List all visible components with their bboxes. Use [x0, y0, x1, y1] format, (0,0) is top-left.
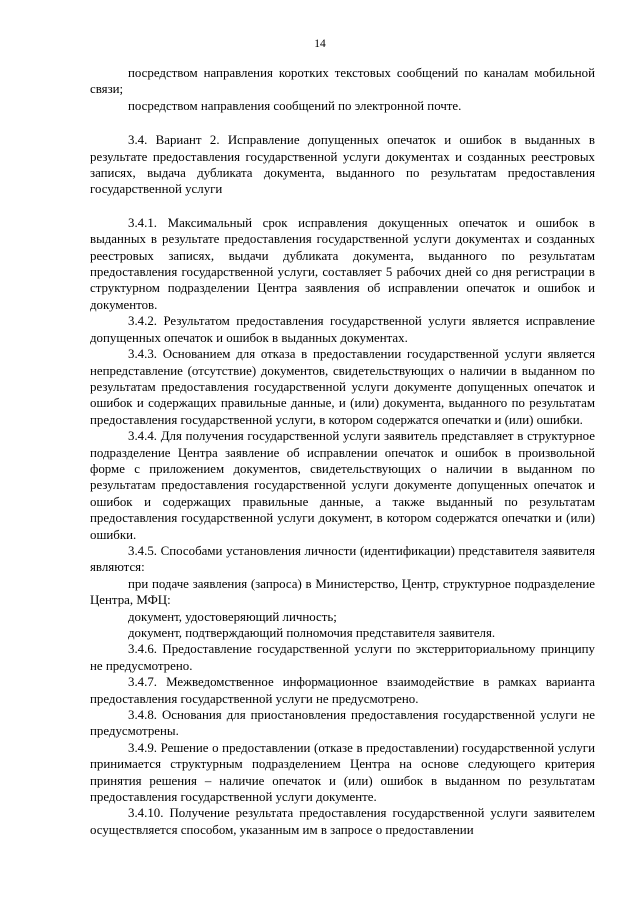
page-number: 14 — [314, 38, 326, 50]
paragraph-authority-document: документ, подтверждающий полномочия представителя заявителя. — [128, 626, 496, 640]
paragraph-3-4-10: 3.4.10. Получение результата предоставления государственной услуги заявителем осуществляется способом, указанным им в запросе о предоставлении — [90, 806, 595, 837]
section-heading-3-4: 3.4. Вариант 2. Исправление допущенных опечаток и ошибок в выданных в результате предоставления государственной услуги документах и созданных реестровых записях, выдача дубликата документа, выданного по результатам предоставления государственной услуги — [90, 133, 595, 197]
paragraph-3-4-9: 3.4.9. Решение о предоставлении (отказе в предоставлении) государственной услуги принимается структурным подразделением Центра на основе следующего критерия принятия решения – наличие опечаток и (или) ошибок в выданном по результатам предоставления государственной услуги документе. — [90, 740, 595, 805]
paragraph-id-document: документ, удостоверяющий личность; — [128, 609, 337, 624]
paragraph-3-4-7: 3.4.7. Межведомственное информационное взаимодействие в рамках варианта предоставления государственной услуги не предусмотрено. — [90, 675, 595, 706]
paragraph-email: посредством направления сообщений по электронной почте. — [128, 98, 462, 113]
spacer — [90, 114, 595, 132]
paragraph-3-4-4: 3.4.4. Для получения государственной услуги заявитель представляет в структурное подразделение Центра заявление об исправлении опечаток и ошибок в произвольной форме с приложением документов, свидетельствующих о наличии в выданном по результатам предоставления государственной услуги документе допущенных опечаток и ошибок и содержащих правильные данные, а также выданный по результатам предоставления государственной услуги документ, в котором содержатся опечатки и (или) ошибки. — [90, 429, 595, 542]
paragraph-3-4-2: 3.4.2. Результатом предоставления государственной услуги является исправление допущенных опечаток и ошибок в выданных документах. — [90, 314, 595, 345]
document-body — [90, 65, 595, 838]
paragraph-3-4-6: 3.4.6. Предоставление государственной услуги по экстерриториальному принципу не предусмотрено. — [90, 642, 595, 673]
spacer — [90, 198, 595, 215]
paragraph-sms: посредством направления коротких текстовых сообщений по каналам мобильной связи; — [90, 66, 595, 97]
paragraph-3-4-8: 3.4.8. Основания для приостановления предоставления государственной услуги не предусмотрены. — [90, 708, 595, 739]
paragraph-submission: при подаче заявления (запроса) в Министерство, Центр, структурное подразделение Центра, МФЦ: — [90, 576, 595, 608]
paragraph-3-4-3: 3.4.3. Основанием для отказа в предоставлении государственной услуги является непредставление (отсутствие) документов, свидетельствующих о наличии в выданном по результатам предоставления государственной услуги документе допущенных опечаток и ошибок и содержащих правильные данные, и (или) документа, выданного по результатам предоставления государственной услуги, в котором содержатся опечатки и (или) ошибки. — [90, 347, 595, 427]
paragraph-3-4-1: 3.4.1. Максимальный срок исправления докущенных опечаток и ошибок в выданных в результате предоставления государственной услуги документах и созданных реестровых записях, выдачи дубликата документа, выданного по результатам предоставления государственной услуги, составляет 5 рабочих дней со дня регистрации в структурном подразделении Центра заявления об исправлении опечаток и ошибок и документов. — [90, 215, 595, 312]
paragraph-3-4-5: 3.4.5. Способами установления личности (идентификации) представителя заявителя являются: — [90, 543, 595, 575]
